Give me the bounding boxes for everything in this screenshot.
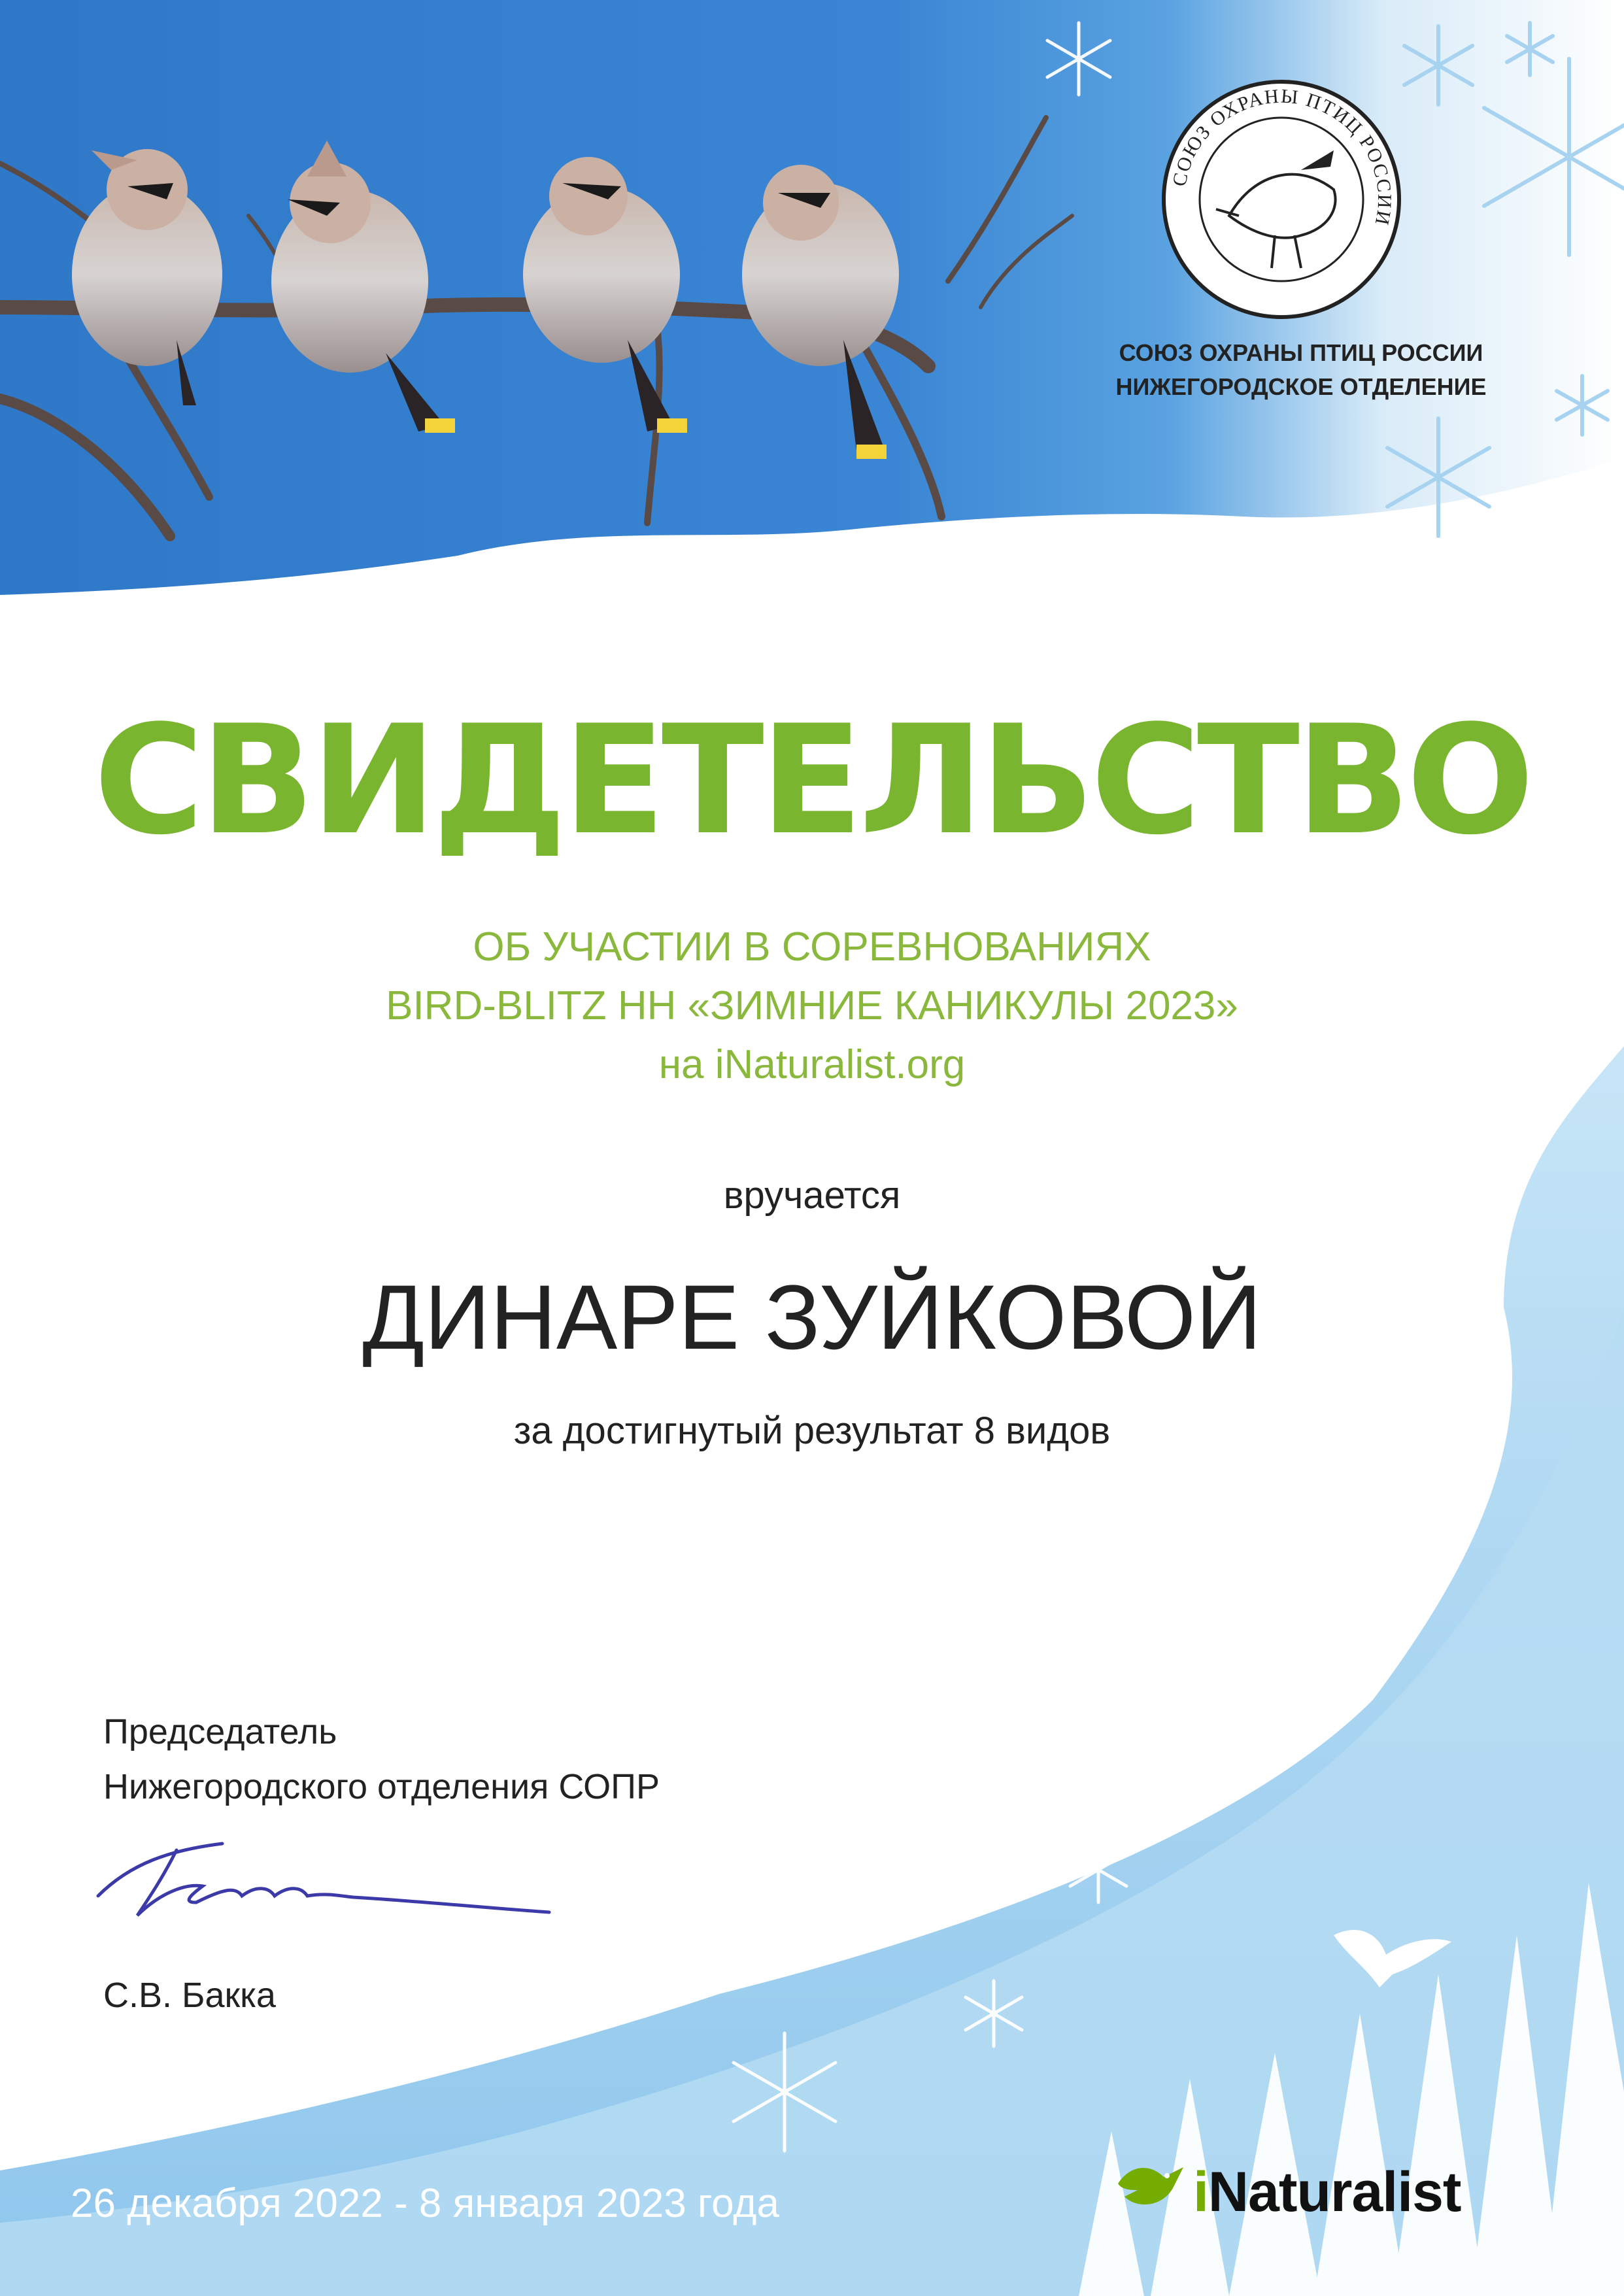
signatory-title-line1: Председатель xyxy=(103,1712,337,1751)
org-name-line1: СОЮЗ ОХРАНЫ ПТИЦ РОССИИ xyxy=(1119,339,1483,366)
brand-prefix: i xyxy=(1193,2161,1208,2223)
brand-rest: Naturalist xyxy=(1208,2161,1461,2223)
signature xyxy=(92,1824,562,1929)
signatory-title-line2: Нижегородского отделения СОПР xyxy=(103,1767,660,1806)
org-name-line2: НИЖЕГОРОДСКОЕ ОТДЕЛЕНИЕ xyxy=(1115,373,1487,400)
awarded-text: вручается xyxy=(723,1174,901,1217)
recipient-name: ДИНАРЕ ЗУЙКОВОЙ xyxy=(362,1266,1262,1368)
certificate-title: СВИДЕТЕЛЬСТВО xyxy=(93,694,1531,868)
inaturalist-logo xyxy=(1193,2161,1461,2223)
logo-ring-text xyxy=(1164,82,1399,317)
event-dates: 26 декабря 2022 - 8 января 2023 года xyxy=(71,2181,779,2226)
result-text: за достигнутый результат 8 видов xyxy=(513,1410,1111,1452)
subtitle-line2: BIRD-BLITZ НН «ЗИМНИЕ КАНИКУЛЫ 2023» xyxy=(386,983,1238,1028)
subtitle-line3: на iNaturalist.org xyxy=(658,1042,966,1087)
subtitle-line1: ОБ УЧАСТИИ В СОРЕВНОВАНИЯХ xyxy=(473,924,1151,970)
signatory-name: С.В. Бакка xyxy=(103,1976,276,2015)
svg-text:СОЮЗ ОХРАНЫ ПТИЦ РОССИИ: СОЮЗ ОХРАНЫ ПТИЦ РОССИИ xyxy=(1168,85,1396,228)
inaturalist-bird-icon xyxy=(1111,2151,1190,2216)
